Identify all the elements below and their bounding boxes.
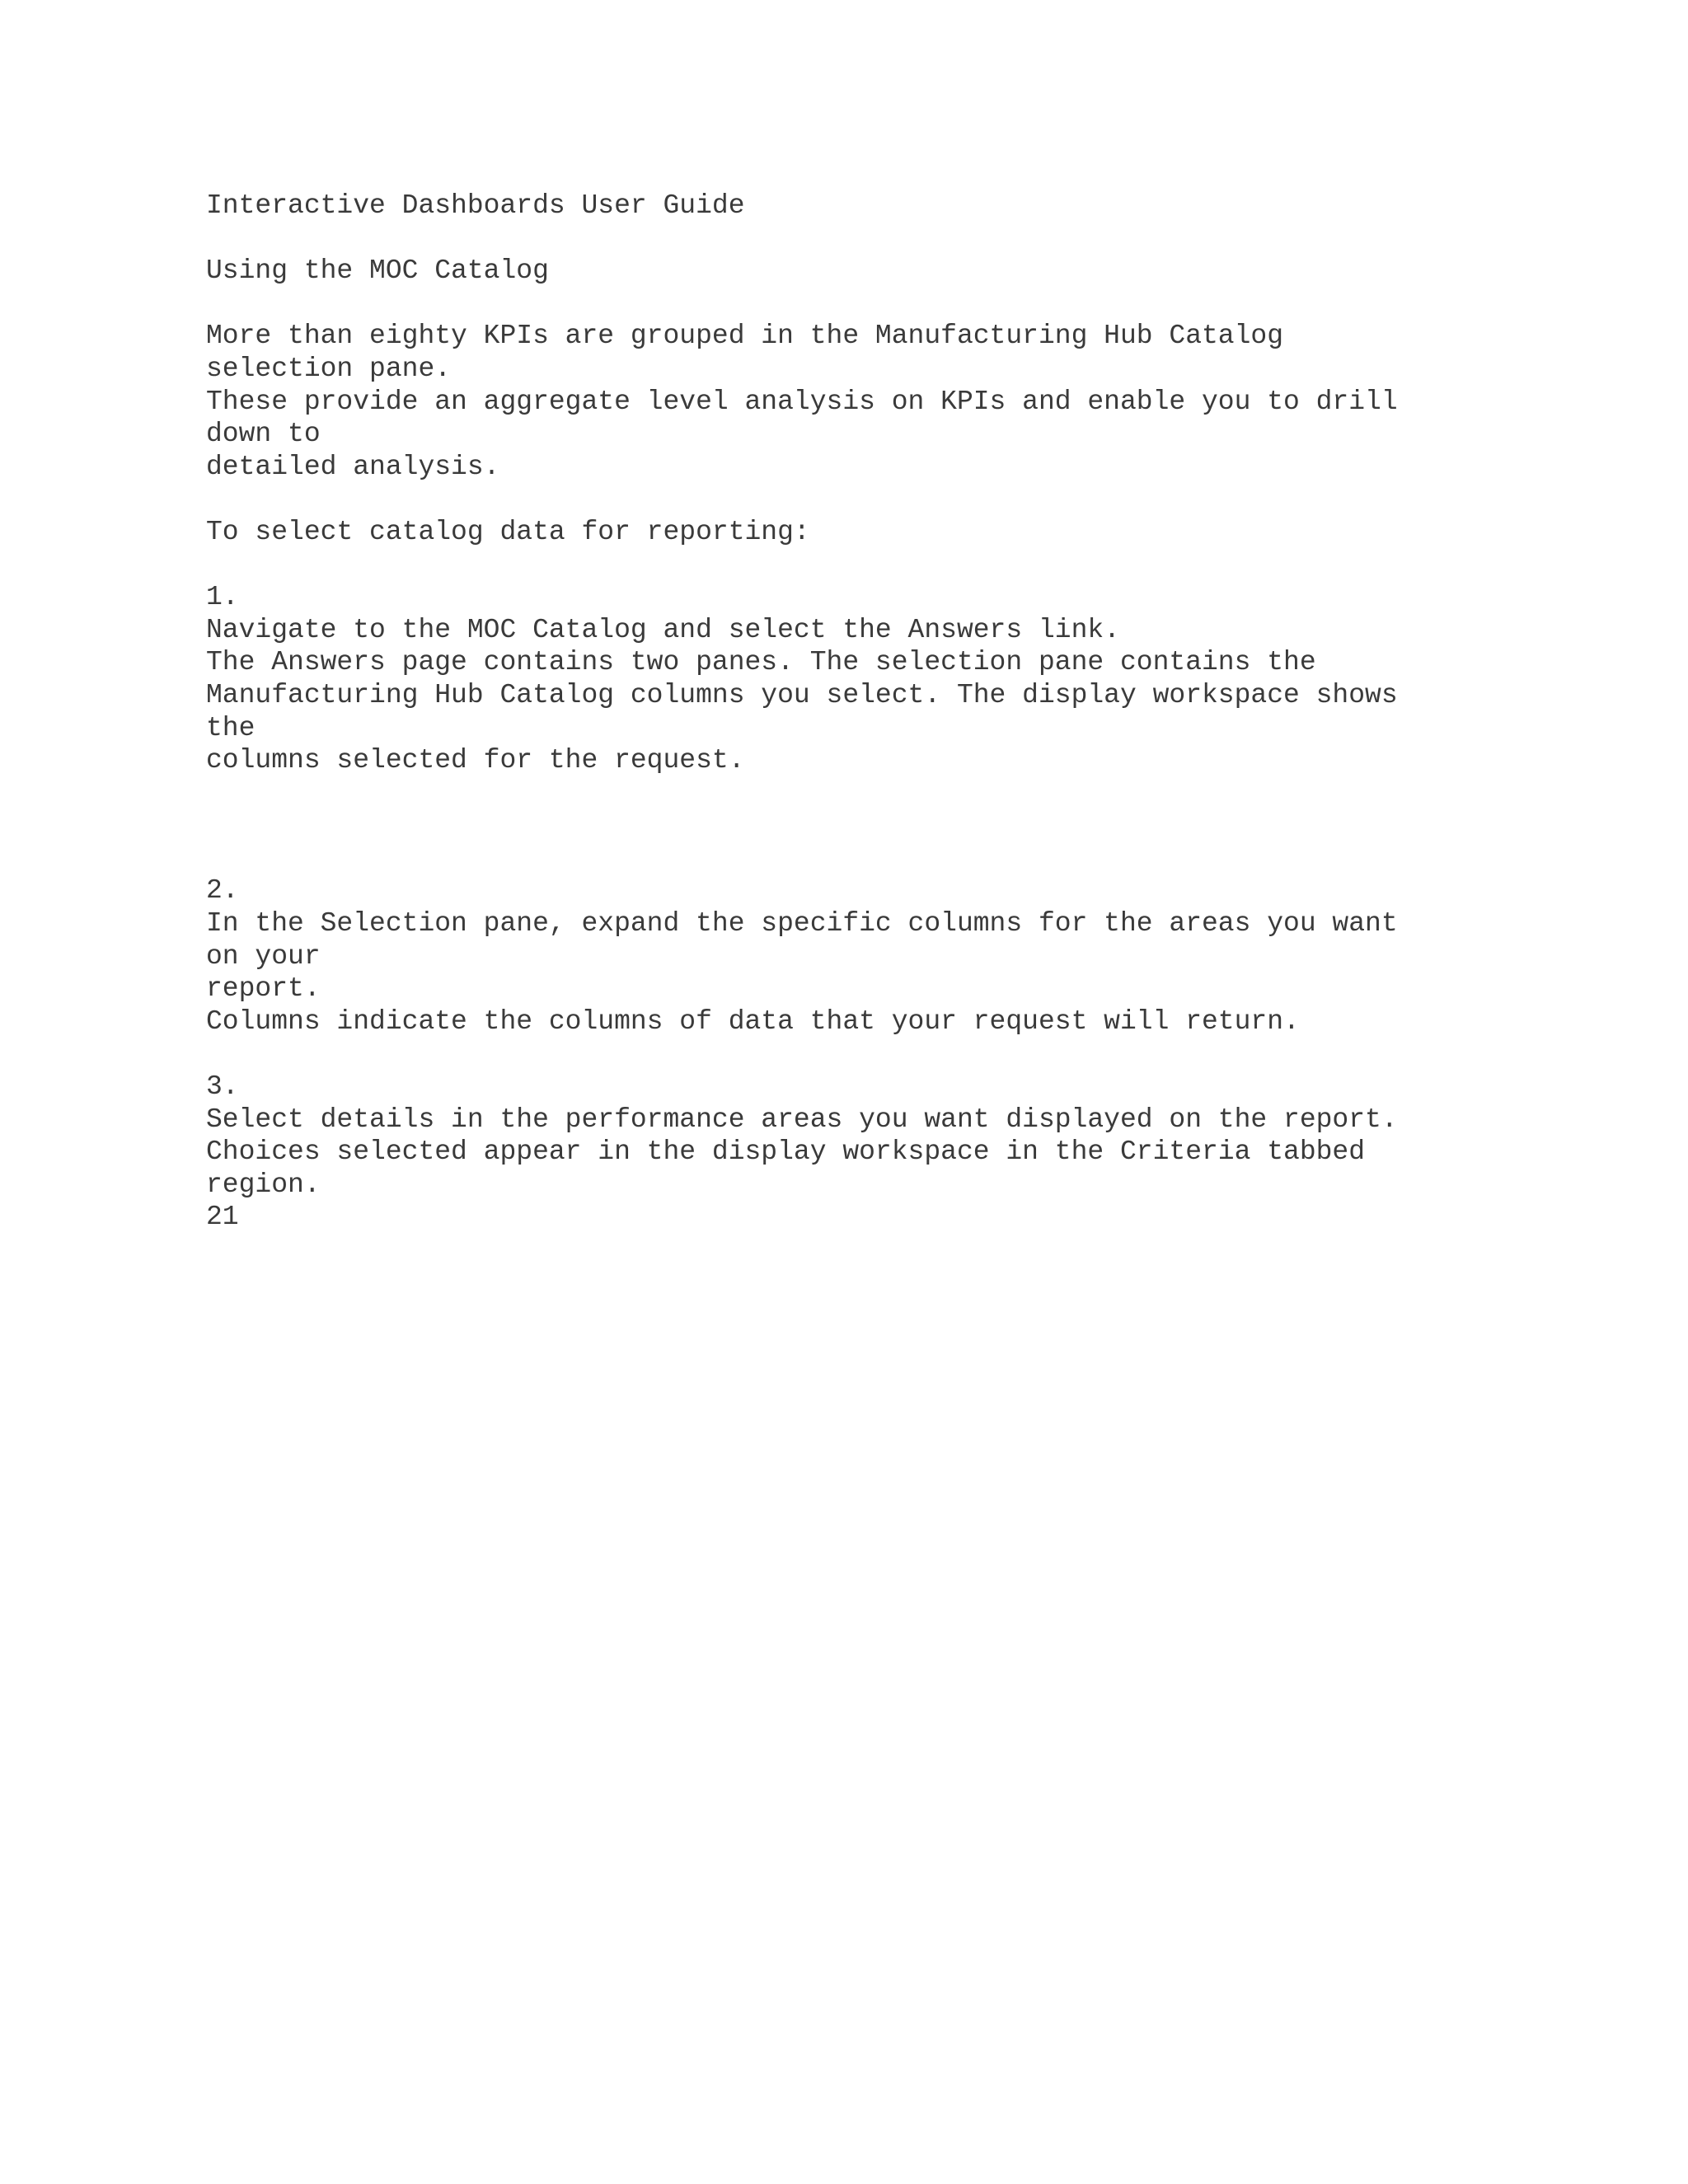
document-title: Interactive Dashboards User Guide xyxy=(206,190,745,221)
step-text: In the Selection pane, expand the specific columns for the areas you want xyxy=(206,908,1398,940)
blank-line xyxy=(206,483,1525,516)
intro-line: More than eighty KPIs are grouped in the Manufacturing Hub Catalog xyxy=(206,321,1284,352)
intro-line: selection pane. xyxy=(206,353,452,384)
blank-line xyxy=(206,809,1525,842)
step-text: the xyxy=(206,712,256,743)
step-text: report. xyxy=(206,973,321,1005)
step-text: on your xyxy=(206,940,321,972)
step-text: Columns indicate the columns of data that your request will return. xyxy=(206,1005,1300,1037)
step-text: Navigate to the MOC Catalog and select the Answers link. xyxy=(206,614,1120,645)
step-text: Select details in the performance areas you want displayed on the report. xyxy=(206,1104,1398,1135)
step-number: 3. xyxy=(206,1071,239,1103)
blank-line xyxy=(206,1038,1525,1071)
section-heading: Using the MOC Catalog xyxy=(206,255,549,287)
blank-line xyxy=(206,223,1525,255)
blank-line xyxy=(206,777,1525,810)
intro-line: down to xyxy=(206,419,321,450)
step-text: The Answers page contains two panes. The selection pane contains the xyxy=(206,647,1316,678)
step-number: 1. xyxy=(206,582,239,613)
procedure-lead: To select catalog data for reporting: xyxy=(206,516,810,547)
blank-line xyxy=(206,288,1525,321)
step-text: Manufacturing Hub Catalog columns you select. The display workspace shows xyxy=(206,679,1398,710)
step-text: columns selected for the request. xyxy=(206,745,745,776)
page-number: 21 xyxy=(206,1202,239,1233)
step-text: Choices selected appear in the display workspace in the Criteria tabbed xyxy=(206,1137,1366,1168)
intro-line: detailed analysis. xyxy=(206,451,500,482)
intro-line: These provide an aggregate level analysis on KPIs and enable you to drill xyxy=(206,386,1398,417)
step-number: 2. xyxy=(206,875,239,907)
document-page xyxy=(206,190,1525,1234)
blank-line xyxy=(206,842,1525,875)
blank-line xyxy=(206,549,1525,582)
step-text: region. xyxy=(206,1169,321,1200)
